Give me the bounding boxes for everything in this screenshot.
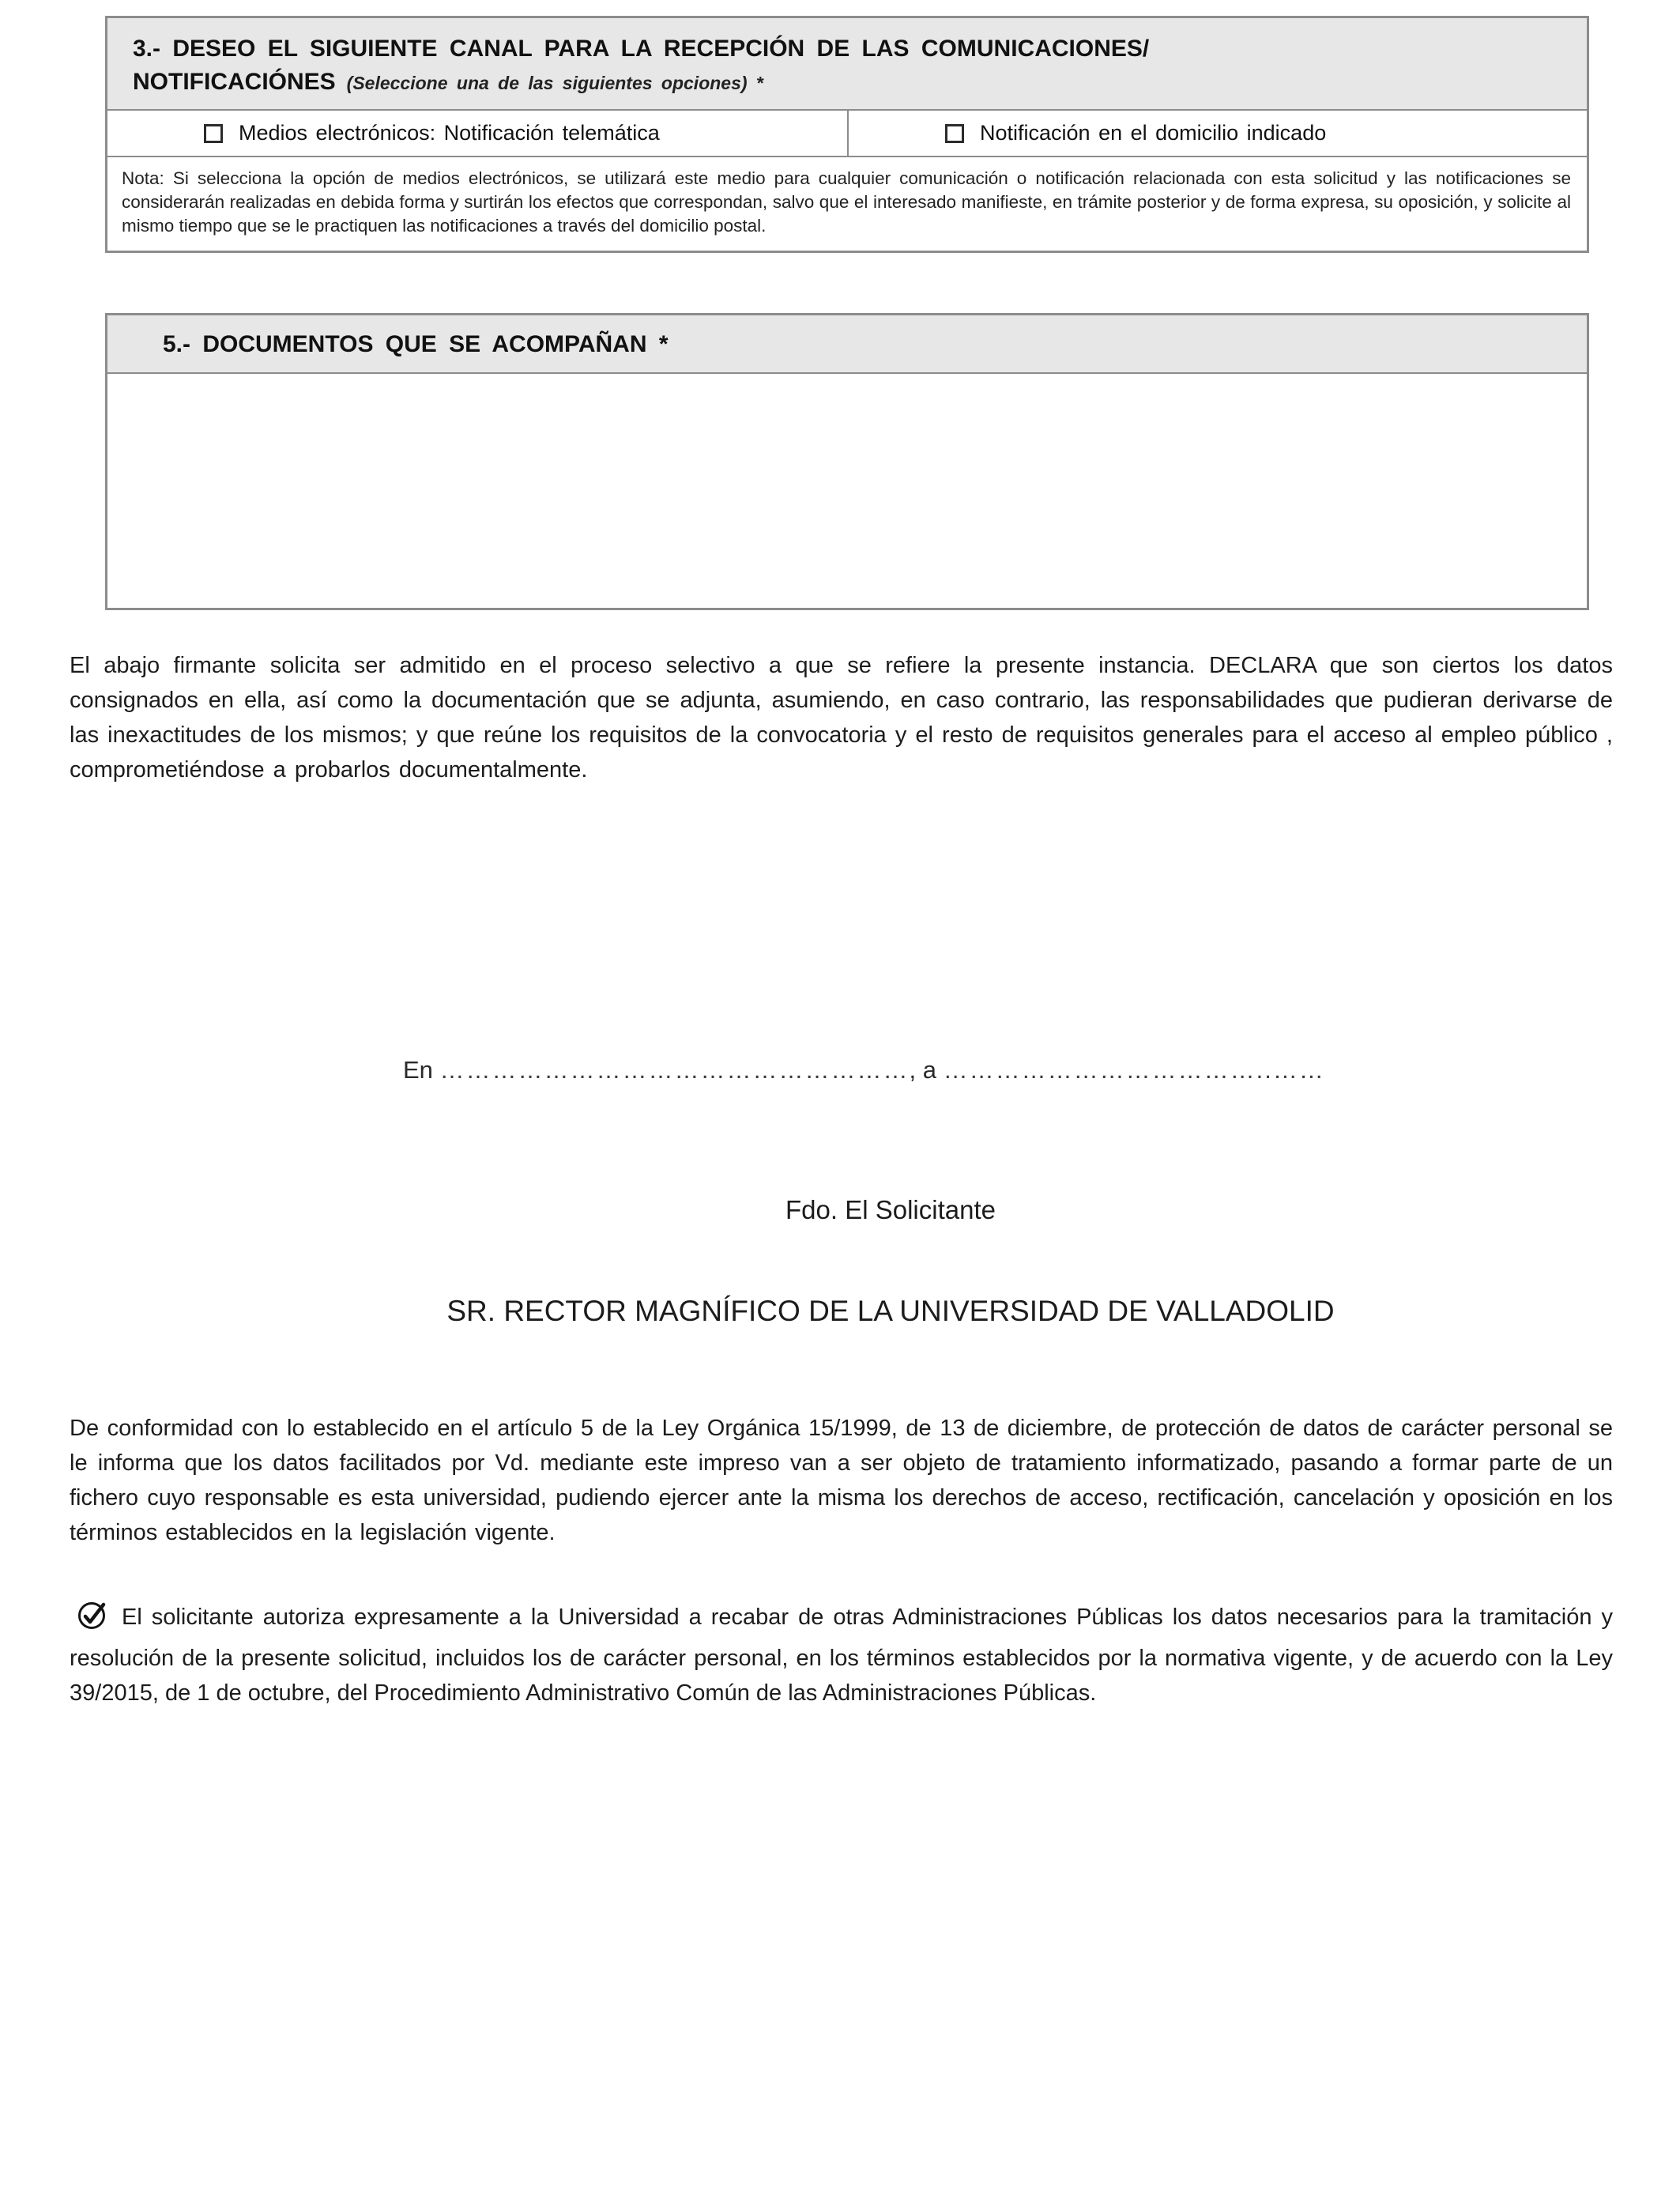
signer-label: Fdo. El Solicitante bbox=[785, 1195, 996, 1224]
declaration-paragraph: El abajo firmante solicita ser admitido en el proceso selectivo a que se refiere la presente instancia. DECLARA que son ciertos los datos consignados en ella, así como la documentación que se adjunta, asumiendo, en caso contrario, las responsabilidades que pudieran derivarse de las inexactitudes de los mismos; y que reúne los requisitos de la convocatoria y el resto de requisitos generales para el acceso al empleo público , comprometiéndose a probarlos documentalmente. bbox=[70, 653, 1613, 783]
section-5-documents bbox=[105, 313, 1589, 610]
section-3-header bbox=[107, 18, 1587, 111]
place-input-line[interactable]: ……………………………………………… bbox=[439, 1056, 910, 1084]
date-separator: , a bbox=[909, 1056, 937, 1084]
section-5-title: 5.- DOCUMENTOS QUE SE ACOMPAÑAN * bbox=[163, 331, 669, 357]
form-page bbox=[0, 16, 1680, 2210]
medios-electronicos-label: Medios electrónicos: Notificación telemática bbox=[239, 121, 660, 145]
medios-electronicos-checkbox[interactable] bbox=[204, 124, 223, 143]
documents-input-area[interactable] bbox=[107, 374, 1587, 608]
place-label: En bbox=[403, 1056, 433, 1084]
section-3-title-line2 bbox=[133, 66, 1563, 100]
section-3-note: Nota: Si selecciona la opción de medios electrónicos, se utilizará este medio para cualquier comunicación o notificación relacionada con esta solicitud y las notificaciones se considerarán realizadas en debida forma y surtirán los efectos que correspondan, salvo que el interesado manifieste, en trámite posterior y de forma expresa, su oposición, y solicite al mismo tiempo que se le practiquen las notificaciones a través del domicilio postal. bbox=[107, 156, 1587, 251]
privacy-notice-paragraph: De conformidad con lo establecido en el artículo 5 de la Ley Orgánica 15/1999, de 13 de diciembre, de protección de datos de carácter personal se le informa que los datos facilitados por Vd. mediante este impreso van a ser objeto de tratamiento informatizado, pasando a formar parte de un fichero cuyo responsable es esta universidad, pudiendo ejercer ante la misma los derechos de acceso, rectificación, cancelación y oposición en los términos establecidos en la legislación vigente. bbox=[70, 1416, 1613, 1545]
domicilio-indicado-checkbox[interactable] bbox=[945, 124, 964, 143]
place-date-line bbox=[0, 1056, 1680, 1084]
section-3-title-hint: (Seleccione una de las siguientes opciones) * bbox=[346, 73, 763, 93]
addressee-line: SR. RECTOR MAGNÍFICO DE LA UNIVERSIDAD DE VALLADOLID bbox=[446, 1295, 1335, 1327]
section-3-notification-channel bbox=[105, 16, 1589, 253]
authorization-text: El solicitante autoriza expresamente a la Universidad a recabar de otras Administraciones Públicas los datos necesarios para la tramitación y resolución de la presente solicitud, incluidos los de carácter personal, en los términos establecidos por la normativa vigente, y de acuerdo con la Ley 39/2015, de 1 de octubre, del Procedimiento Administrativo Común de las Administraciones Públicas. bbox=[70, 1605, 1613, 1706]
authorization-check-icon[interactable] bbox=[76, 1597, 109, 1641]
date-input-line[interactable]: ………………………………..…… bbox=[943, 1056, 1325, 1084]
option-domicilio-indicado bbox=[847, 111, 1587, 156]
domicilio-indicado-label: Notificación en el domicilio indicado bbox=[980, 121, 1327, 145]
section-5-header bbox=[107, 315, 1587, 374]
notification-options-row bbox=[107, 111, 1587, 156]
authorization-paragraph bbox=[70, 1597, 1613, 1710]
section-3-title-line1: 3.- DESEO EL SIGUIENTE CANAL PARA LA RECEPCIÓN DE LAS COMUNICACIONES/ bbox=[133, 36, 1150, 62]
option-medios-electronicos bbox=[107, 111, 847, 156]
section-3-title-line2-main: NOTIFICACIÓNES bbox=[133, 69, 336, 95]
